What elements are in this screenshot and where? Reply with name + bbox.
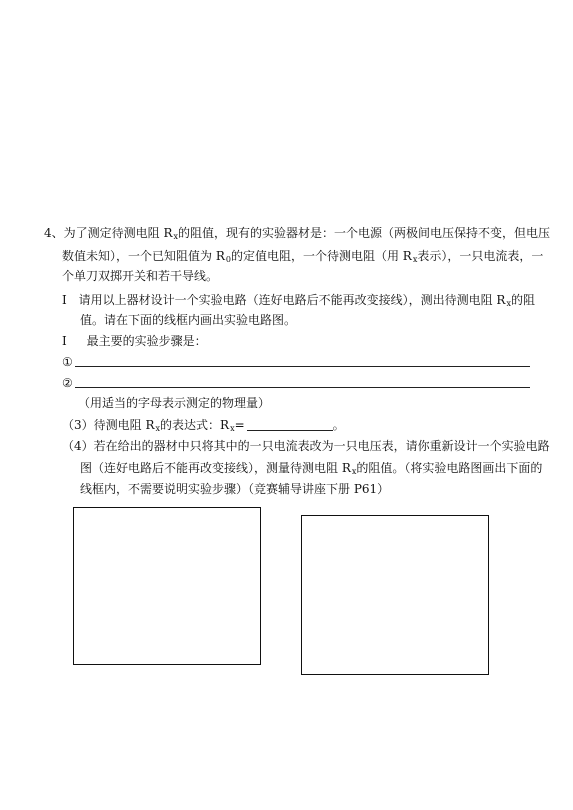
question-line-2: 数值未知），一个已知阻值为 $R_0$的定值电阻，一个待测电阻（用 $R_x$表示），一只电流表，一	[62, 249, 544, 264]
step-2-answer-line[interactable]	[75, 387, 530, 388]
part4-line-1: （4）若在给出的器材中只将其中的一只电流表改为一只电压表，请你重新设计一个实验电路	[62, 439, 550, 453]
step-1-label: ①	[62, 355, 73, 369]
circuit-frame-right[interactable]	[301, 515, 489, 675]
part4-line-2: 图（连好电路后不能再改变接线），测量待测电阻 $R_x$的阻值。（将实验电路图画出下面的	[80, 461, 543, 476]
step-1-answer-line[interactable]	[75, 366, 530, 367]
question-line-3: 个单刀双掷开关和若干导线。	[62, 269, 219, 283]
circuit-frame-left[interactable]	[73, 507, 261, 665]
part2-marker: Ⅰ	[62, 334, 67, 348]
part2-note: （用适当的字母表示测定的物理量）	[78, 396, 271, 410]
question-number: 4、	[44, 226, 64, 240]
question-line-1: 4、为了测定待测电阻 $R_x$的阻值，现有的实验器材是：一个电源（两极间电压保持不变，但电压	[44, 226, 551, 241]
part3-line: （3）待测电阻 $R_x$的表达式：$R_x=$ 。	[62, 418, 345, 433]
expression-blank[interactable]	[247, 419, 333, 431]
part1-marker: Ⅰ	[62, 293, 67, 307]
part4-line-3: 线框内，不需要说明实验步骤）（竞赛辅导讲座下册 P61）	[80, 482, 390, 496]
part1-line-2: 值。请在下面的线框内画出实验电路图。	[80, 313, 297, 327]
part1-line-1: Ⅰ 请用以上器材设计一个实验电路（连好电路后不能再改变接线），测出待测电阻 $R_x$的阻	[62, 293, 535, 308]
step-2-label: ②	[62, 376, 73, 390]
part2-heading: Ⅰ 最主要的实验步骤是：	[62, 334, 207, 348]
